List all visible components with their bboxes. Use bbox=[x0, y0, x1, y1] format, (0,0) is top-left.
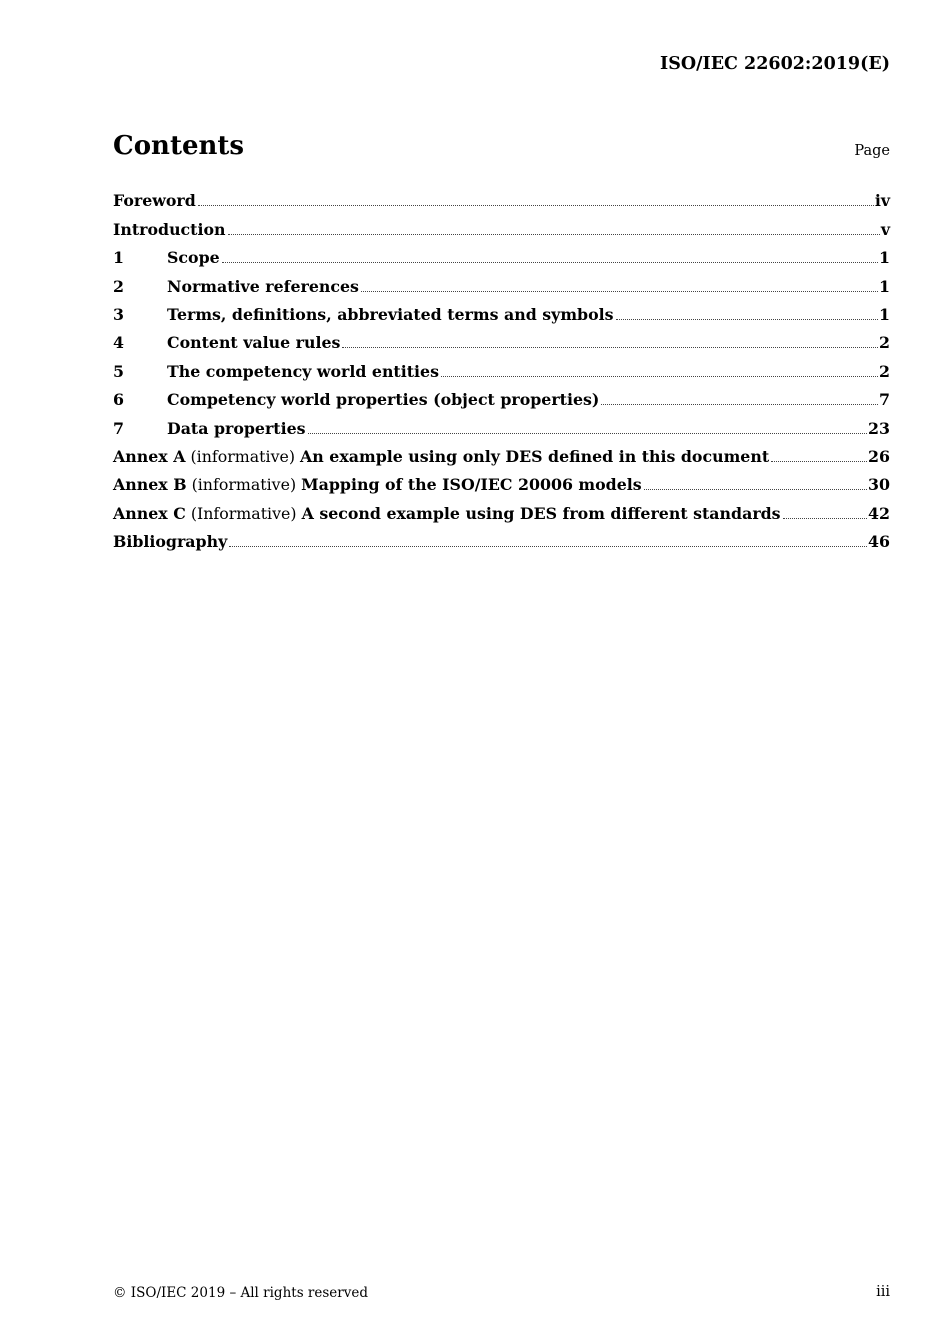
toc-entry-terms-definitions[interactable] bbox=[113, 297, 890, 325]
toc-entry-page: v bbox=[880, 219, 890, 239]
toc-entry-number: 3 bbox=[113, 304, 124, 324]
toc-entry-normative-references[interactable] bbox=[113, 268, 890, 296]
contents-title-row bbox=[113, 131, 890, 167]
dot-leader bbox=[198, 205, 874, 206]
annex-label: Annex B bbox=[113, 475, 187, 495]
toc-entry-number: 4 bbox=[113, 333, 124, 353]
dot-leader bbox=[342, 347, 878, 348]
toc-entry-title: A second example using DES from different standards bbox=[301, 503, 781, 523]
annex-note: (Informative) bbox=[190, 503, 297, 523]
toc-entry-page: 46 bbox=[868, 532, 890, 552]
dot-leader bbox=[616, 319, 878, 320]
toc-entry-page: 26 bbox=[868, 446, 890, 466]
copyright-notice: © ISO/IEC 2019 – All rights reserved bbox=[113, 1285, 368, 1301]
page-title: Contents bbox=[113, 131, 245, 161]
toc-entry-page: 1 bbox=[879, 304, 890, 324]
dot-leader bbox=[644, 489, 867, 490]
toc-entry-page: 1 bbox=[879, 248, 890, 268]
dot-leader bbox=[361, 291, 878, 292]
toc-entry-title: Data properties bbox=[167, 418, 306, 438]
toc-entry-introduction[interactable] bbox=[113, 211, 890, 239]
toc-entry-number: 5 bbox=[113, 361, 124, 381]
annex-note: (informative) bbox=[191, 475, 297, 495]
dot-leader bbox=[308, 433, 867, 434]
toc-entry-data-properties[interactable] bbox=[113, 410, 890, 438]
table-of-contents bbox=[113, 183, 890, 552]
toc-entry-title: The competency world entities bbox=[167, 361, 439, 381]
toc-entry-page: 2 bbox=[879, 361, 890, 381]
toc-entry-number: 7 bbox=[113, 418, 124, 438]
toc-entry-competency-world-entities[interactable] bbox=[113, 353, 890, 381]
toc-entry-content-value-rules[interactable] bbox=[113, 325, 890, 353]
dot-leader bbox=[222, 262, 878, 263]
annex-label: Annex C bbox=[113, 503, 186, 523]
dot-leader bbox=[228, 234, 880, 235]
toc-entry-annex-a[interactable] bbox=[113, 439, 890, 467]
toc-entry-scope[interactable] bbox=[113, 240, 890, 268]
toc-entry-page: 30 bbox=[868, 475, 890, 495]
toc-entry-title: Mapping of the ISO/IEC 20006 models bbox=[301, 475, 642, 495]
toc-entry-number: 6 bbox=[113, 390, 124, 410]
dot-leader bbox=[771, 461, 867, 462]
toc-entry-title: Scope bbox=[167, 248, 220, 268]
annex-note: (informative) bbox=[190, 446, 296, 466]
toc-entry-title: Content value rules bbox=[167, 333, 341, 353]
toc-entry-title: Normative references bbox=[167, 276, 359, 296]
dot-leader bbox=[601, 404, 878, 405]
toc-entry-number: 2 bbox=[113, 276, 124, 296]
dot-leader bbox=[441, 376, 878, 377]
toc-entry-competency-world-properties[interactable] bbox=[113, 382, 890, 410]
toc-entry-title: An example using only DES defined in this document bbox=[300, 446, 770, 466]
toc-entry-page: 7 bbox=[879, 390, 890, 410]
toc-entry-page: 23 bbox=[868, 418, 890, 438]
toc-entry-page: 2 bbox=[879, 333, 890, 353]
toc-entry-annex-c[interactable] bbox=[113, 495, 890, 523]
toc-entry-title: Bibliography bbox=[113, 532, 228, 552]
page-number: iii bbox=[876, 1284, 890, 1300]
toc-entry-page: 42 bbox=[868, 503, 890, 523]
dot-leader bbox=[229, 546, 867, 547]
toc-entry-title: Terms, definitions, abbreviated terms and symbols bbox=[167, 304, 614, 324]
page-column-label: Page bbox=[854, 143, 890, 159]
toc-entry-title: Foreword bbox=[113, 191, 196, 211]
toc-entry-annex-b[interactable] bbox=[113, 467, 890, 495]
annex-label: Annex A bbox=[113, 446, 186, 466]
document-header: ISO/IEC 22602:2019(E) bbox=[660, 54, 890, 74]
toc-entry-foreword[interactable] bbox=[113, 183, 890, 211]
toc-entry-number: 1 bbox=[113, 248, 124, 268]
dot-leader bbox=[783, 518, 867, 519]
toc-entry-title: Introduction bbox=[113, 219, 226, 239]
toc-entry-bibliography[interactable] bbox=[113, 524, 890, 552]
toc-entry-page: iv bbox=[874, 191, 890, 211]
toc-entry-page: 1 bbox=[879, 276, 890, 296]
toc-entry-title: Competency world properties (object properties) bbox=[167, 390, 600, 410]
